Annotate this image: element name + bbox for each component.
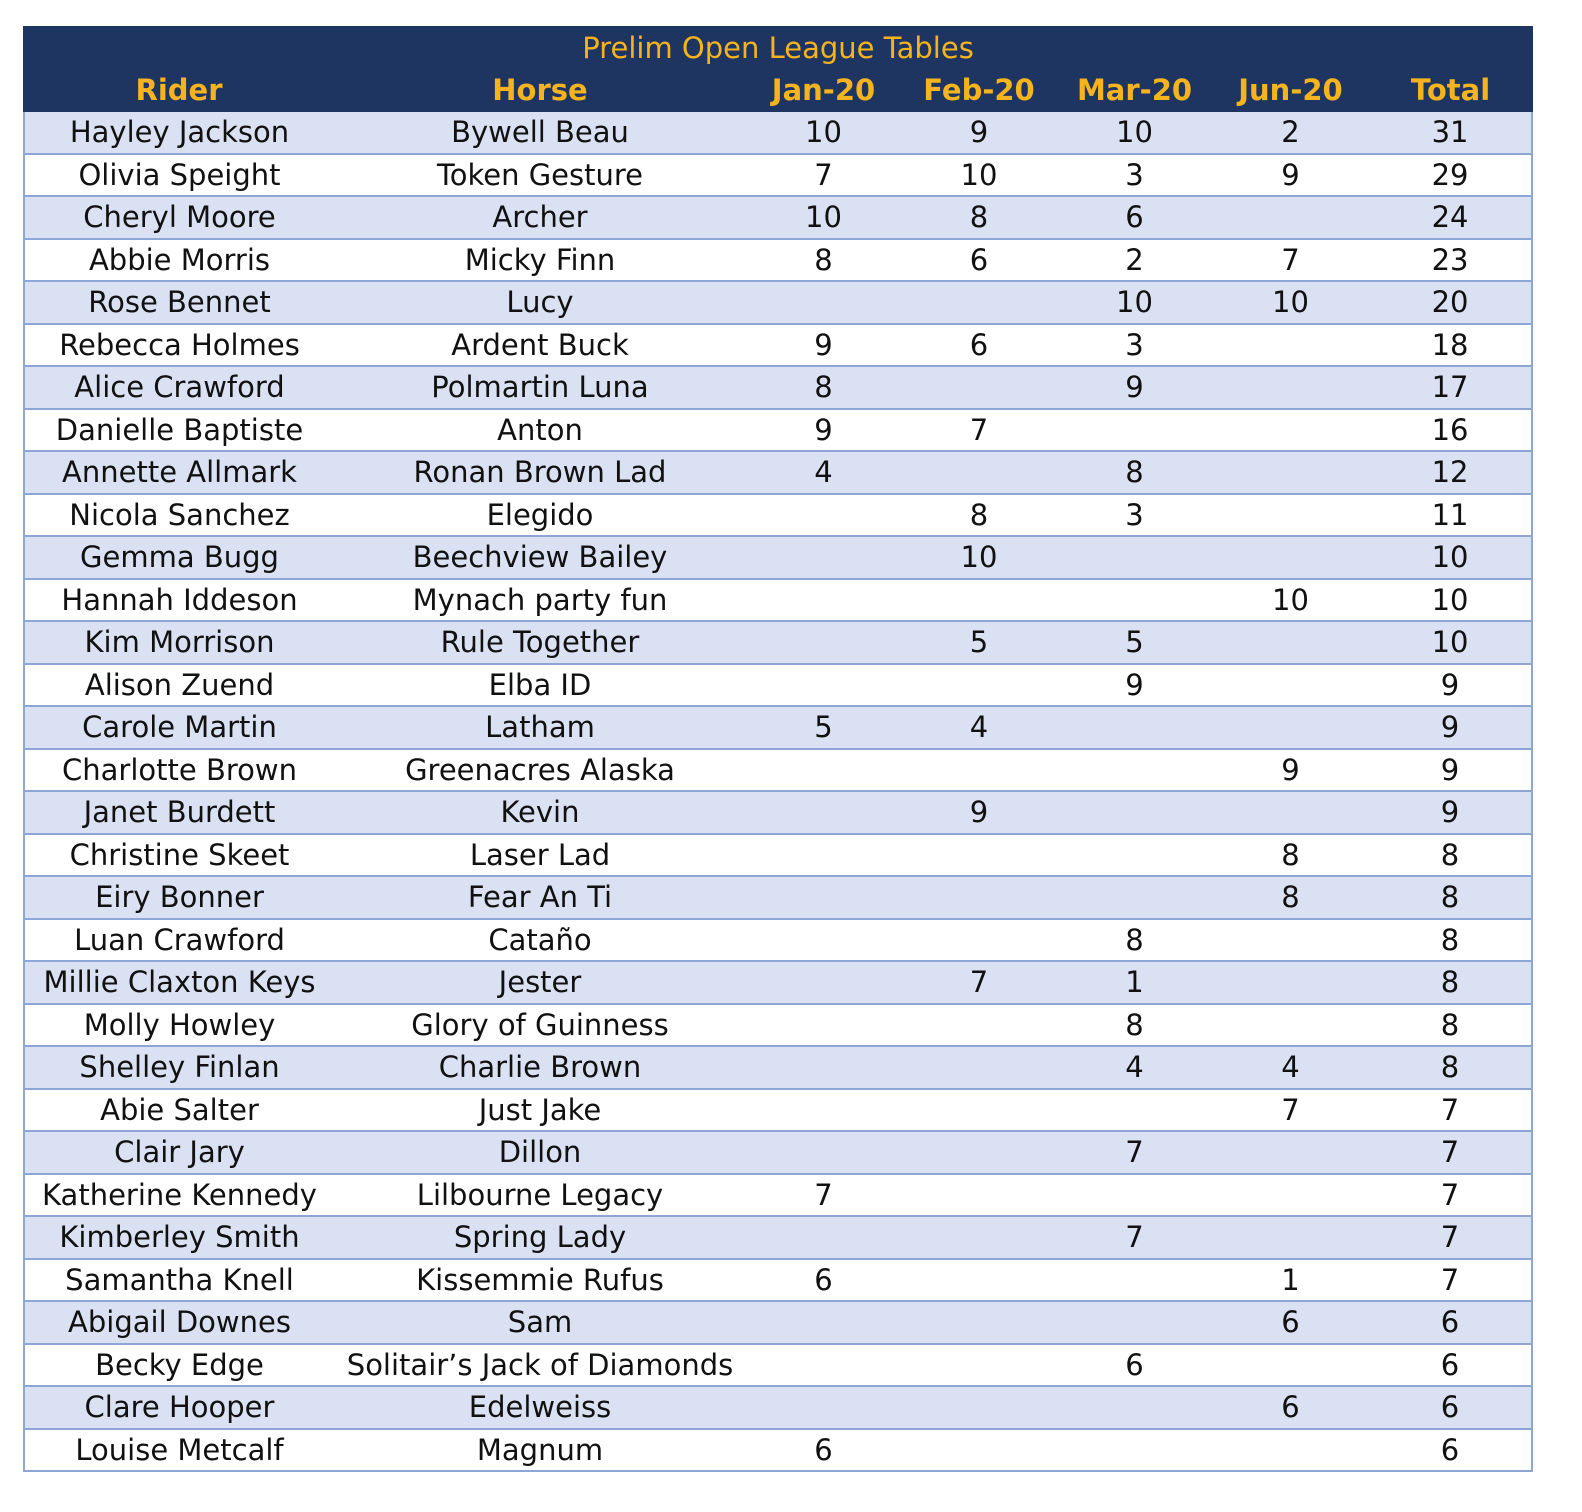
table-row [24, 1174, 1532, 1217]
total-cell: 17 [1369, 366, 1532, 409]
jun-20-cell: 6 [1212, 1301, 1369, 1344]
jan-20-cell [746, 579, 901, 622]
jan-20-cell: 8 [746, 239, 901, 282]
jan-20-cell [746, 1131, 901, 1174]
horse-cell: Glory of Guinness [334, 1004, 746, 1047]
jan-20-cell [746, 621, 901, 664]
mar-20-cell: 10 [1057, 281, 1212, 324]
total-cell: 23 [1369, 239, 1532, 282]
mar-20-cell: 4 [1057, 1046, 1212, 1089]
jun-20-cell [1212, 409, 1369, 452]
feb-20-cell: 9 [901, 791, 1057, 834]
mar-20-cell: 1 [1057, 961, 1212, 1004]
horse-cell: Jester [334, 961, 746, 1004]
total-cell: 8 [1369, 834, 1532, 877]
feb-20-cell [901, 1046, 1057, 1089]
mar-20-cell: 8 [1057, 1004, 1212, 1047]
table-row [24, 111, 1532, 154]
horse-cell: Elegido [334, 494, 746, 537]
jan-20-cell: 5 [746, 706, 901, 749]
horse-cell: Kevin [334, 791, 746, 834]
rider-cell: Clair Jary [24, 1131, 334, 1174]
table-row [24, 1386, 1532, 1429]
total-cell: 9 [1369, 791, 1532, 834]
horse-cell: Edelweiss [334, 1386, 746, 1429]
table-body [24, 111, 1532, 1471]
total-cell: 7 [1369, 1174, 1532, 1217]
total-cell: 29 [1369, 154, 1532, 197]
rider-cell: Hannah Iddeson [24, 579, 334, 622]
mar-20-cell [1057, 536, 1212, 579]
jun-20-cell [1212, 451, 1369, 494]
table-row [24, 1046, 1532, 1089]
jun-20-cell: 8 [1212, 876, 1369, 919]
jan-20-cell: 7 [746, 1174, 901, 1217]
jan-20-cell: 4 [746, 451, 901, 494]
total-cell: 7 [1369, 1131, 1532, 1174]
jun-20-cell: 6 [1212, 1386, 1369, 1429]
table-row [24, 621, 1532, 664]
mar-20-cell [1057, 409, 1212, 452]
horse-cell: Latham [334, 706, 746, 749]
total-cell: 7 [1369, 1089, 1532, 1132]
horse-cell: Charlie Brown [334, 1046, 746, 1089]
feb-20-cell [901, 579, 1057, 622]
horse-cell: Elba ID [334, 664, 746, 707]
horse-cell: Bywell Beau [334, 111, 746, 154]
jan-20-cell [746, 1301, 901, 1344]
feb-20-cell [901, 1429, 1057, 1472]
table-row [24, 494, 1532, 537]
total-cell: 10 [1369, 579, 1532, 622]
jun-20-cell [1212, 494, 1369, 537]
horse-cell: Beechview Bailey [334, 536, 746, 579]
jun-20-cell: 8 [1212, 834, 1369, 877]
table-row [24, 1216, 1532, 1259]
table-row [24, 706, 1532, 749]
feb-20-cell [901, 1131, 1057, 1174]
mar-20-cell [1057, 749, 1212, 792]
horse-cell: Mynach party fun [334, 579, 746, 622]
rider-cell: Rebecca Holmes [24, 324, 334, 367]
jan-20-cell: 6 [746, 1429, 901, 1472]
jun-20-cell [1212, 919, 1369, 962]
horse-cell: Rule Together [334, 621, 746, 664]
table-row [24, 366, 1532, 409]
feb-20-cell: 5 [901, 621, 1057, 664]
table-row [24, 281, 1532, 324]
horse-cell: Ronan Brown Lad [334, 451, 746, 494]
jan-20-cell: 9 [746, 324, 901, 367]
mar-20-cell: 3 [1057, 154, 1212, 197]
league-table [23, 26, 1533, 1472]
total-cell: 8 [1369, 961, 1532, 1004]
feb-20-cell: 7 [901, 961, 1057, 1004]
horse-cell: Polmartin Luna [334, 366, 746, 409]
jun-20-cell: 9 [1212, 749, 1369, 792]
feb-20-cell [901, 919, 1057, 962]
table-row [24, 961, 1532, 1004]
jun-20-cell [1212, 366, 1369, 409]
mar-20-cell: 10 [1057, 111, 1212, 154]
feb-20-cell [901, 1089, 1057, 1132]
table-row [24, 324, 1532, 367]
rider-cell: Cheryl Moore [24, 196, 334, 239]
feb-20-cell: 8 [901, 196, 1057, 239]
mar-20-cell [1057, 791, 1212, 834]
column-header-total: Total [1369, 69, 1532, 111]
jun-20-cell [1212, 1004, 1369, 1047]
jun-20-cell: 4 [1212, 1046, 1369, 1089]
total-cell: 10 [1369, 621, 1532, 664]
total-cell: 8 [1369, 919, 1532, 962]
total-cell: 12 [1369, 451, 1532, 494]
jan-20-cell: 10 [746, 196, 901, 239]
mar-20-cell: 6 [1057, 1344, 1212, 1387]
mar-20-cell: 2 [1057, 239, 1212, 282]
mar-20-cell [1057, 1089, 1212, 1132]
column-header-feb-20: Feb-20 [901, 69, 1057, 111]
horse-cell: Anton [334, 409, 746, 452]
horse-cell: Archer [334, 196, 746, 239]
table-row [24, 239, 1532, 282]
mar-20-cell [1057, 1174, 1212, 1217]
table-row [24, 154, 1532, 197]
jun-20-cell [1212, 961, 1369, 1004]
rider-cell: Annette Allmark [24, 451, 334, 494]
total-cell: 20 [1369, 281, 1532, 324]
table-row [24, 876, 1532, 919]
mar-20-cell [1057, 579, 1212, 622]
jun-20-cell [1212, 1216, 1369, 1259]
mar-20-cell: 5 [1057, 621, 1212, 664]
jun-20-cell [1212, 1344, 1369, 1387]
column-header-jun-20: Jun-20 [1212, 69, 1369, 111]
table-row [24, 536, 1532, 579]
jan-20-cell: 6 [746, 1259, 901, 1302]
table-row [24, 1259, 1532, 1302]
feb-20-cell: 8 [901, 494, 1057, 537]
table-row [24, 579, 1532, 622]
feb-20-cell [901, 451, 1057, 494]
mar-20-cell: 8 [1057, 919, 1212, 962]
mar-20-cell: 9 [1057, 366, 1212, 409]
title-row [24, 27, 1532, 69]
table-row [24, 1429, 1532, 1472]
mar-20-cell [1057, 876, 1212, 919]
feb-20-cell [901, 1174, 1057, 1217]
table-row [24, 1089, 1532, 1132]
feb-20-cell [901, 749, 1057, 792]
horse-cell: Greenacres Alaska [334, 749, 746, 792]
jan-20-cell [746, 834, 901, 877]
jan-20-cell [746, 1089, 901, 1132]
rider-cell: Millie Claxton Keys [24, 961, 334, 1004]
horse-cell: Magnum [334, 1429, 746, 1472]
jan-20-cell [746, 1004, 901, 1047]
feb-20-cell: 6 [901, 239, 1057, 282]
total-cell: 6 [1369, 1386, 1532, 1429]
total-cell: 11 [1369, 494, 1532, 537]
rider-cell: Eiry Bonner [24, 876, 334, 919]
mar-20-cell: 9 [1057, 664, 1212, 707]
horse-cell: Sam [334, 1301, 746, 1344]
rider-cell: Abigail Downes [24, 1301, 334, 1344]
total-cell: 18 [1369, 324, 1532, 367]
horse-cell: Lilbourne Legacy [334, 1174, 746, 1217]
total-cell: 10 [1369, 536, 1532, 579]
jun-20-cell [1212, 536, 1369, 579]
table-row [24, 1131, 1532, 1174]
feb-20-cell: 10 [901, 154, 1057, 197]
mar-20-cell: 8 [1057, 451, 1212, 494]
rider-cell: Katherine Kennedy [24, 1174, 334, 1217]
table-title: Prelim Open League Tables [24, 27, 1532, 69]
rider-cell: Molly Howley [24, 1004, 334, 1047]
table-row [24, 1301, 1532, 1344]
jun-20-cell [1212, 621, 1369, 664]
total-cell: 8 [1369, 876, 1532, 919]
rider-cell: Gemma Bugg [24, 536, 334, 579]
rider-cell: Kimberley Smith [24, 1216, 334, 1259]
mar-20-cell [1057, 706, 1212, 749]
table-row [24, 919, 1532, 962]
mar-20-cell [1057, 1429, 1212, 1472]
feb-20-cell: 6 [901, 324, 1057, 367]
feb-20-cell [901, 834, 1057, 877]
jun-20-cell: 10 [1212, 579, 1369, 622]
horse-cell: Lucy [334, 281, 746, 324]
mar-20-cell [1057, 1259, 1212, 1302]
horse-cell: Solitair’s Jack of Diamonds [334, 1344, 746, 1387]
horse-cell: Ardent Buck [334, 324, 746, 367]
total-cell: 7 [1369, 1216, 1532, 1259]
column-header-mar-20: Mar-20 [1057, 69, 1212, 111]
jun-20-cell [1212, 1131, 1369, 1174]
rider-cell: Rose Bennet [24, 281, 334, 324]
column-header-jan-20: Jan-20 [746, 69, 901, 111]
mar-20-cell: 7 [1057, 1131, 1212, 1174]
horse-cell: Kissemmie Rufus [334, 1259, 746, 1302]
jan-20-cell [746, 494, 901, 537]
rider-cell: Kim Morrison [24, 621, 334, 664]
horse-cell: Token Gesture [334, 154, 746, 197]
header-row [24, 69, 1532, 111]
jan-20-cell: 9 [746, 409, 901, 452]
jun-20-cell [1212, 196, 1369, 239]
jan-20-cell [746, 919, 901, 962]
horse-cell: Cataño [334, 919, 746, 962]
jan-20-cell [746, 749, 901, 792]
jan-20-cell: 10 [746, 111, 901, 154]
feb-20-cell: 10 [901, 536, 1057, 579]
jun-20-cell [1212, 664, 1369, 707]
jun-20-cell [1212, 1429, 1369, 1472]
rider-cell: Abbie Morris [24, 239, 334, 282]
feb-20-cell: 9 [901, 111, 1057, 154]
horse-cell: Dillon [334, 1131, 746, 1174]
jun-20-cell [1212, 791, 1369, 834]
feb-20-cell [901, 1301, 1057, 1344]
table-row [24, 409, 1532, 452]
horse-cell: Fear An Ti [334, 876, 746, 919]
mar-20-cell [1057, 834, 1212, 877]
rider-cell: Becky Edge [24, 1344, 334, 1387]
rider-cell: Janet Burdett [24, 791, 334, 834]
jun-20-cell [1212, 1174, 1369, 1217]
rider-cell: Samantha Knell [24, 1259, 334, 1302]
jun-20-cell [1212, 324, 1369, 367]
feb-20-cell: 7 [901, 409, 1057, 452]
jan-20-cell [746, 1046, 901, 1089]
table-row [24, 451, 1532, 494]
jan-20-cell: 7 [746, 154, 901, 197]
total-cell: 9 [1369, 706, 1532, 749]
total-cell: 8 [1369, 1046, 1532, 1089]
feb-20-cell [901, 1259, 1057, 1302]
table-row [24, 664, 1532, 707]
feb-20-cell [901, 1216, 1057, 1259]
rider-cell: Carole Martin [24, 706, 334, 749]
rider-cell: Alice Crawford [24, 366, 334, 409]
jan-20-cell [746, 664, 901, 707]
horse-cell: Laser Lad [334, 834, 746, 877]
jun-20-cell: 7 [1212, 1089, 1369, 1132]
table-row [24, 791, 1532, 834]
column-header-horse: Horse [334, 69, 746, 111]
mar-20-cell [1057, 1301, 1212, 1344]
table-row [24, 749, 1532, 792]
jun-20-cell: 7 [1212, 239, 1369, 282]
rider-cell: Olivia Speight [24, 154, 334, 197]
feb-20-cell [901, 876, 1057, 919]
total-cell: 9 [1369, 664, 1532, 707]
jun-20-cell [1212, 706, 1369, 749]
jan-20-cell [746, 536, 901, 579]
feb-20-cell: 4 [901, 706, 1057, 749]
horse-cell: Spring Lady [334, 1216, 746, 1259]
mar-20-cell: 3 [1057, 494, 1212, 537]
feb-20-cell [901, 281, 1057, 324]
mar-20-cell [1057, 1386, 1212, 1429]
table-row [24, 1004, 1532, 1047]
jun-20-cell: 1 [1212, 1259, 1369, 1302]
jun-20-cell: 10 [1212, 281, 1369, 324]
total-cell: 9 [1369, 749, 1532, 792]
mar-20-cell: 7 [1057, 1216, 1212, 1259]
feb-20-cell [901, 1386, 1057, 1429]
feb-20-cell [901, 664, 1057, 707]
total-cell: 16 [1369, 409, 1532, 452]
column-header-rider: Rider [24, 69, 334, 111]
mar-20-cell: 3 [1057, 324, 1212, 367]
rider-cell: Louise Metcalf [24, 1429, 334, 1472]
total-cell: 6 [1369, 1344, 1532, 1387]
jan-20-cell [746, 961, 901, 1004]
jan-20-cell [746, 791, 901, 834]
table-row [24, 834, 1532, 877]
rider-cell: Shelley Finlan [24, 1046, 334, 1089]
total-cell: 8 [1369, 1004, 1532, 1047]
jan-20-cell [746, 876, 901, 919]
jan-20-cell [746, 1344, 901, 1387]
horse-cell: Micky Finn [334, 239, 746, 282]
total-cell: 31 [1369, 111, 1532, 154]
jan-20-cell [746, 281, 901, 324]
total-cell: 6 [1369, 1429, 1532, 1472]
table-row [24, 196, 1532, 239]
feb-20-cell [901, 1004, 1057, 1047]
mar-20-cell: 6 [1057, 196, 1212, 239]
rider-cell: Abie Salter [24, 1089, 334, 1132]
rider-cell: Clare Hooper [24, 1386, 334, 1429]
jun-20-cell: 2 [1212, 111, 1369, 154]
jan-20-cell [746, 1216, 901, 1259]
jan-20-cell [746, 1386, 901, 1429]
jan-20-cell: 8 [746, 366, 901, 409]
total-cell: 24 [1369, 196, 1532, 239]
rider-cell: Hayley Jackson [24, 111, 334, 154]
table-row [24, 1344, 1532, 1387]
rider-cell: Christine Skeet [24, 834, 334, 877]
rider-cell: Danielle Baptiste [24, 409, 334, 452]
rider-cell: Alison Zuend [24, 664, 334, 707]
horse-cell: Just Jake [334, 1089, 746, 1132]
feb-20-cell [901, 366, 1057, 409]
total-cell: 7 [1369, 1259, 1532, 1302]
rider-cell: Charlotte Brown [24, 749, 334, 792]
rider-cell: Luan Crawford [24, 919, 334, 962]
total-cell: 6 [1369, 1301, 1532, 1344]
rider-cell: Nicola Sanchez [24, 494, 334, 537]
jun-20-cell: 9 [1212, 154, 1369, 197]
feb-20-cell [901, 1344, 1057, 1387]
